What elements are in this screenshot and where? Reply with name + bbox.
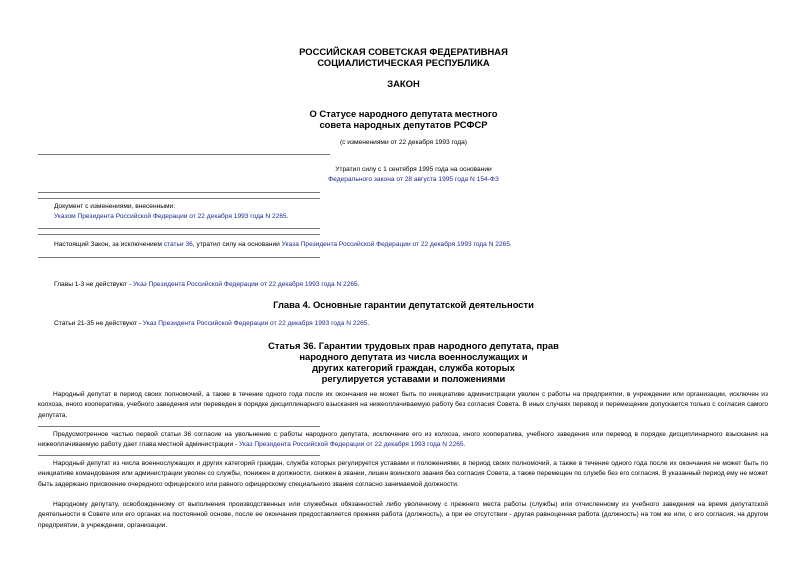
divider <box>38 228 320 229</box>
decree-link[interactable]: Указа Президента Российской Федерации от 22 декабря 1993 года N 2265. <box>281 241 512 248</box>
article-36-link[interactable]: статьи 36 <box>163 241 193 248</box>
changes-decree-link[interactable]: Указом Президента Российской Федерации от 22 декабря 1993 года N 2265. <box>54 213 289 220</box>
header-line-1: РОССИЙСКАЯ СОВЕТСКАЯ ФЕДЕРАТИВНАЯ <box>299 46 508 57</box>
paragraph-4: Народному депутату, освобожденному от выполнения производственных или служебных обязанностей либо уволенному с прежнего места работы (службы) или отчисленному из учебного заведения на время депутатской деятельности в Совете или его органах на постоянной основе, после ее окончания предоставляется прежняя работа (должность), а при ее отсутствии - другая равноценная работа (должность) на том же или, с его согласия, на другом предприятии, в учреждении, организации. <box>38 501 768 529</box>
header-line-2: СОЦИАЛИСТИЧЕСКАЯ РЕСПУБЛИКА <box>317 57 490 68</box>
divider <box>38 154 330 155</box>
article-36-title-line-3: других категорий граждан, служба которых <box>312 362 515 373</box>
divider <box>38 257 320 258</box>
validity-link[interactable]: Федерального закона от 28 августа 1995 года N 154-ФЗ <box>328 176 499 183</box>
divider <box>38 234 320 235</box>
articles-decree-link[interactable]: Указ Президента Российской Федерации от 22 декабря 1993 года N 2265. <box>142 320 370 327</box>
paragraph-2-text: Предусмотренное частью первой статьи 36 согласие на увольнение с работы народного депутата, исключение его из колхоза, иного кооператива, учебного заведения или перевод в порядке дисциплинарного взыскания на нижеоплачиваемую работу дает глава местной администрации - <box>38 431 768 449</box>
article-36-title-line-2: народного депутата из числа военнослужащих и <box>299 351 528 362</box>
divider <box>38 426 320 427</box>
chapter-4-title: Глава 4. Основные гарантии депутатской деятельности <box>273 299 534 310</box>
law-title-line-1: О Статусе народного депутата местного <box>309 108 498 119</box>
partial-invalid-note <box>54 240 512 249</box>
chapters-note-text: Главы 1-3 не действуют - <box>54 281 132 288</box>
validity-note: Утратил силу с 1 сентября 1995 года на основании <box>335 166 492 173</box>
changes-label: Документ с изменениями, внесенными: <box>54 203 176 210</box>
articles-note <box>54 319 369 328</box>
chapters-decree-link[interactable]: Указ Президента Российской Федерации от 22 декабря 1993 года N 2265. <box>133 281 360 288</box>
divider <box>38 198 320 199</box>
article-36-title-line-1: Статья 36. Гарантии трудовых прав народного депутата, прав <box>268 340 559 351</box>
chapters-note <box>54 280 360 289</box>
partial-invalid-prefix: Настоящий Закон, за исключением <box>54 241 162 248</box>
document-type: ЗАКОН <box>387 78 420 89</box>
paragraph-3: Народный депутат из числа военнослужащих и других категорий граждан, служба которых регулируется уставами и положениями, в период своих полномочий, а также в течение одного года после их окончания не может быть по инициативе командования или администрации уволен со службы, понижен в должности, снижен в звании, лишен воинского звания без согласия Совета, а также перемещен по службе без его согласия. В указанный период ему не может быть задержано присвоение очередного офицерского или равного офицерскому специального звания согласно занимаемой должности. <box>38 460 768 488</box>
law-title-line-2: совета народных депутатов РСФСР <box>319 119 488 130</box>
partial-invalid-middle: , утратил силу на основании <box>192 241 280 248</box>
article-36-title-line-4: регулируется уставами и положениями <box>321 373 506 384</box>
amendment-note: (с изменениями от 22 декабря 1993 года) <box>339 139 467 146</box>
articles-note-text: Статьи 21-35 не действуют - <box>54 320 142 327</box>
paragraph-2-decree-link[interactable]: Указ Президента Российской Федерации от 22 декабря 1993 года N 2265. <box>239 441 466 449</box>
divider <box>38 192 320 193</box>
paragraph-1: Народный депутат в период своих полномочий, а также в течение одного года после их окончания не может быть по инициативе администрации уволен с работы на предприятии, в учреждении или организации, исключен из колхоза, иного кооператива, учебного заведения или переведен в порядке дисциплинарного взыскания на нижеоплачиваемую работу без согласия Совета. В иных случаях перевод и перемещение допускается только с согласия самого депутата. <box>38 391 768 419</box>
divider <box>38 455 320 456</box>
paragraph-2 <box>38 430 768 451</box>
